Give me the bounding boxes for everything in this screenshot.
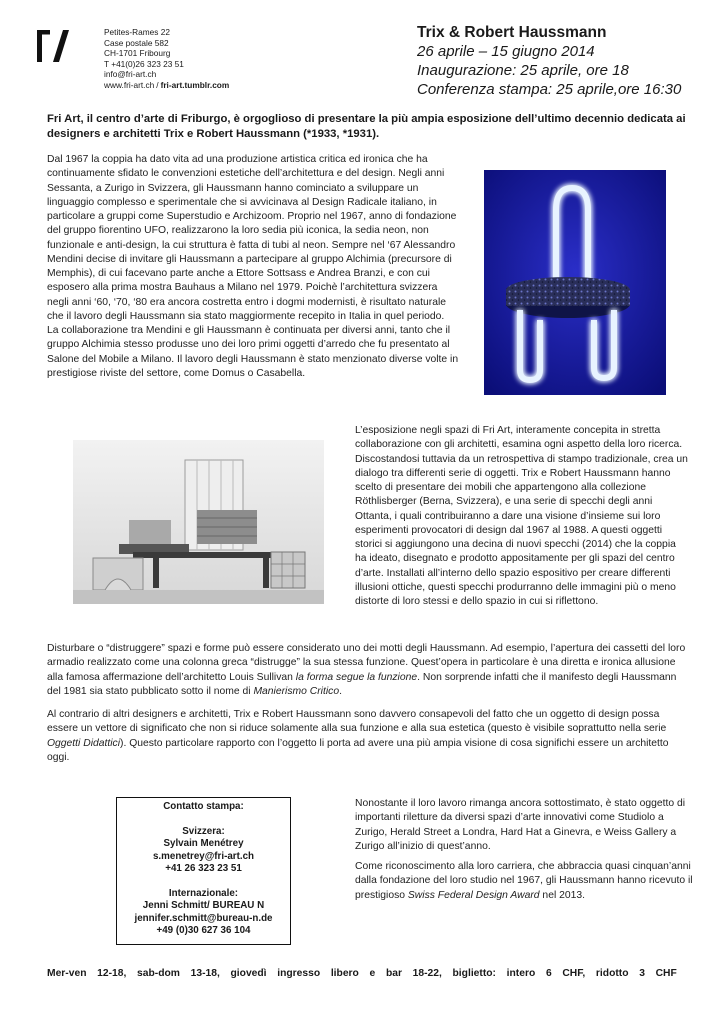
footer-word: ridotto xyxy=(595,968,629,979)
international-contact-email[interactable]: jennifer.schmitt@bureau-n.de xyxy=(134,912,273,924)
neon-chair-photo xyxy=(484,170,666,395)
address-city: CH-1701 Fribourg xyxy=(104,48,171,59)
intro-paragraph: Fri Art, il centro d’arte di Friburgo, è orgoglioso di presentare la più ampia esposizione dell’ultimo decennio dedicata ai designers e architetti Trix e Robert Haussmann (*1933, *1931). xyxy=(47,113,686,140)
footer-word: ingresso xyxy=(277,968,321,979)
footer-word: 12-18, xyxy=(97,968,127,979)
award-name: Swiss Federal Design Award xyxy=(407,889,540,901)
exhibition-dates: 26 aprile – 15 giugno 2014 xyxy=(417,43,595,60)
recognition-paragraph-2 xyxy=(355,860,695,903)
swiss-contact-email[interactable]: s.menetrey@fri-art.ch xyxy=(152,850,255,862)
manifesto-title: Manierismo Critico xyxy=(253,685,340,697)
furniture-objects-photo xyxy=(73,440,324,604)
disturb-text-1: Disturbare o “distruggere” spazi e forme può essere considerato uno dei motti degli Haussmann. Ad esempio, l’apertura dei cassetti del loro armadio realizzato come una colonna greca “distrugge” la sua stessa funzione. Quest’opera in particolare è una diretta e ironica allusione alla famosa affermazione dell’architetto Louis Sullivan xyxy=(47,643,686,683)
international-label: Internazionale: xyxy=(168,887,239,899)
quote-form-follows-function: la forma segue la funzione xyxy=(295,671,418,683)
history-paragraph-2: La collaborazione tra Mendini e gli Haussmann è continuata per diversi anni, tanto che il gruppo Alchimia stesso produsse uno dei loro primi oggetti d’arredo che fu presentato al Salone del Mobile a Milano. Il lavoro degli Haussmann è stato menzionato diverse volte in prestigiose riviste del settore, come Domus o Casabella. xyxy=(47,325,459,379)
website-link[interactable]: www.fri-art.ch xyxy=(104,79,155,90)
recognition-text xyxy=(355,797,695,909)
tumblr-link[interactable]: fri-art.tumblr.com xyxy=(160,79,230,90)
exhibition-header xyxy=(417,23,717,99)
international-contact-name: Jenni Schmitt/ BUREAU N xyxy=(142,900,265,911)
press-contact-box xyxy=(116,797,291,945)
footer-word: 3 xyxy=(639,968,645,979)
address-po-box: Case postale 582 xyxy=(104,37,169,48)
footer-word: bar xyxy=(385,968,402,979)
footer-word: giovedì xyxy=(230,968,267,979)
footer-word: 13-18, xyxy=(190,968,220,979)
swiss-contact-phone: +41 26 323 23 51 xyxy=(165,863,242,874)
international-contact-phone: +49 (0)30 627 36 104 xyxy=(156,925,251,936)
exhibition-text: L’esposizione negli spazi di Fri Art, interamente concepita in stretta collaborazione con gli architetti, esamina ogni aspetto della loro ricerca. Discostandosi tuttavia da un retrospettiva di stampo tradizionale, crea un dialogo tra differenti serie di oggetti. Trix e Robert Haussmann hanno scelto di presentare dei mobili che appartengono alla collezione Röthlisberger (Berna, Svizzera), e una serie di specchi degli anni Ottanta, i quali contribuiranno a dare una visione d’insieme sui loro esperimenti provocatori di design dal 1967 al 1988. A questi oggetti storici si aggiungono una decina di nuovi specchi (2014) che la coppia ha ideato, disegnato e prodotto appositamente per gli spazi del centro d’arte. Installati all’interno dello spazio espositivo per creare differenti illusioni ottiche, questi specchi produrranno delle immagini più o meno distorte di loro stessi e dello spazio in cui si riflettono. xyxy=(355,425,688,607)
disturb-text-end: . xyxy=(339,685,342,697)
contact-heading: Contatto stampa: xyxy=(163,801,244,812)
address-phone: T +41(0)26 323 23 51 xyxy=(104,58,184,69)
footer-word: biglietto: xyxy=(452,968,496,979)
swiss-label: Svizzera: xyxy=(182,825,225,837)
meaning-paragraph xyxy=(47,708,687,765)
address-email[interactable]: info@fri-art.ch xyxy=(104,69,157,80)
address-block xyxy=(104,27,304,91)
fri-art-logo xyxy=(35,28,75,64)
footer-word: CHF xyxy=(655,968,677,979)
footer-word: 6 xyxy=(545,968,552,979)
recognition-paragraph-1: Nonostante il loro lavoro rimanga ancora sottostimato, è stato oggetto di importanti riletture da diversi spazi d’arte innovativi come Studiolo a Zurigo, Herald Street a Londra, Hard Hat a Ginevra, e Weiss Gallery a Zurigo all’inizio di quest’anno. xyxy=(355,798,686,852)
series-title: Oggetti Didattici xyxy=(47,737,121,749)
exhibition-title: Trix & Robert Haussmann xyxy=(417,24,607,41)
footer-word: CHF, xyxy=(562,968,586,979)
disturb-paragraph xyxy=(47,642,687,699)
award-text-1: Come riconoscimento alla loro carriera, che abbraccia quasi cinquan’anni dalla fondazione del loro studio nel 1967, gli Haussmann hanno ricevuto il prestigioso xyxy=(355,861,693,901)
meaning-text-2: ). Questo particolare rapporto con l’oggetto li porta ad avere una più ampia visione di cosa significhi essere un architetto oggi. xyxy=(47,737,669,763)
link-separator: / xyxy=(156,79,159,90)
footer-word: 18-22, xyxy=(412,968,442,979)
disturb-text-2: . Non sorprende infatti che il manifesto degli Haussmann del 1981 sia stato pubblicato sotto il nome di xyxy=(47,671,677,697)
footer-word: sab-dom xyxy=(137,968,180,979)
press-conference-info: Conferenza stampa: 25 aprile,ore 16:30 xyxy=(417,81,682,98)
meaning-text-1: Al contrario di altri designers e architetti, Trix e Robert Haussmann sono davvero consapevoli del fatto che un oggetto di design possa essere un vettore di significato che non si riduce solamente alla sua funzione e alla sua estetica (questo è visibile soprattutto nella serie xyxy=(47,709,667,735)
opening-info: Inaugurazione: 25 aprile, ore 18 xyxy=(417,62,629,79)
footer-word: Mer-ven xyxy=(47,968,87,979)
footer-word: e xyxy=(369,968,376,979)
footer-word: libero xyxy=(330,968,359,979)
award-text-2: nel 2013. xyxy=(539,889,585,901)
history-paragraph-1: Dal 1967 la coppia ha dato vita ad una produzione artistica critica ed ironica che ha continuamente sfidato le convenzioni estetiche dell’architettura e del design. Negli anni Sessanta, a Zurigo in Svizzera, gli Haussmann hanno cominciato a sviluppare un linguaggio complesso e sperimentale che si avvicinava al Design Radicale italiano, in particolare a gruppi come Superstudio e Archizoom. Proprio nel 1967, anno di fondazione del gruppo fiorentino UFO, realizzarono la loro sedia più iconica, la sedia neon, non funzionale e anti-design, la cui struttura è fatta di tubi al neon. Sempre nel ‘67 Alessandro Mendini decise di invitare gli Haussmann a partecipare al gruppo Alchimia (precursore di Memphis), di cui facevano parte anche a Ettore Sottsass e Andrea Branzi, e con cui esposero alla prima mostra Bauhaus a Milano nel 1979. Poichè l’architettura svizzera negli anni ‘60, ‘70, ‘80 era ancora costretta entro i dogmi modernisti, è risultato naturale che il lavoro degli Haussmann sia stato maggiormente recepito in Italia in quel periodo. xyxy=(47,154,457,322)
opening-hours-footer xyxy=(47,968,677,979)
footer-word: intero xyxy=(506,968,536,979)
swiss-contact-name: Sylvain Menétrey xyxy=(163,838,244,849)
history-text xyxy=(47,153,459,381)
address-street: Petites-Rames 22 xyxy=(104,27,170,37)
